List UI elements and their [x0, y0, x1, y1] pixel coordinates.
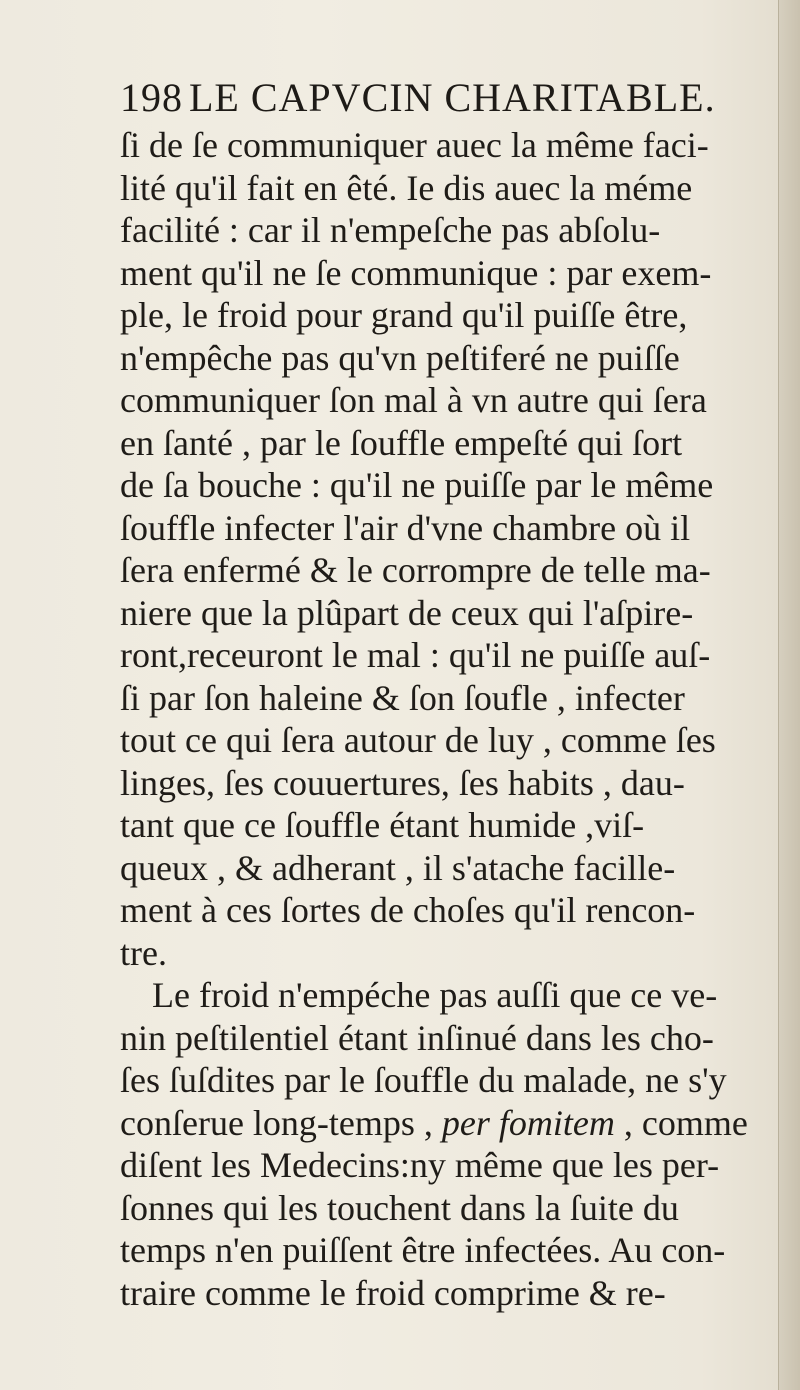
- body-text: [120, 124, 770, 1314]
- text-line: ſi de ſe communiquer auec la même faci-: [120, 125, 709, 165]
- text-line: queux , & adherant , il s'atache facille-: [120, 847, 676, 888]
- text-line: ment qu'il ne ſe communique : par exem-: [120, 252, 712, 293]
- text-line: ſera enfermé & le corrompre de telle ma-: [120, 550, 711, 590]
- text-line: en ſanté , par le ſouffle empeſté qui ſort: [120, 422, 683, 463]
- paragraph-start-line: Le froid n'empéche pas auſſi que ce ve-: [152, 975, 718, 1015]
- text-line: linges, ſes couuertures, ſes habits , dau-: [120, 762, 685, 803]
- text-line: ment à ces ſortes de choſes qu'il rencon-: [120, 890, 696, 930]
- text-line: n'empêche pas qu'vn peſtiferé ne puiſſe: [120, 337, 680, 378]
- text-line: tout ce qui ſera autour de luy , comme ſes: [120, 720, 716, 760]
- page-header: [120, 74, 760, 121]
- text-line: ſes ſuſdites par le ſouffle du malade, ne s'y: [120, 1060, 727, 1100]
- text-line: nin peſtilentiel étant inſinué dans les cho-: [120, 1017, 714, 1058]
- text-line: temps n'en puiſſent être infectées. Au con-: [120, 1230, 726, 1270]
- text-line: communiquer ſon mal à vn autre qui ſera: [120, 380, 707, 420]
- page-edge: [778, 0, 800, 1390]
- page-number: 198: [120, 75, 183, 120]
- text-line: tant que ce ſouffle étant humide ,viſ-: [120, 805, 645, 845]
- text-line: niere que la plûpart de ceux qui l'aſpire-: [120, 592, 694, 633]
- text-line: diſent les Medecins:ny même que les per-: [120, 1145, 720, 1185]
- text-line: traire comme le froid comprime & re-: [120, 1272, 666, 1313]
- text-line: ple, le froid pour grand qu'il puiſſe être,: [120, 295, 688, 335]
- text-line: ront,receuront le mal : qu'il ne puiſſe auſ-: [120, 635, 711, 675]
- text-line: ſouffle infecter l'air d'vne chambre où il: [120, 507, 691, 548]
- text-line: facilité : car il n'empeſche pas abſolu-: [120, 210, 661, 250]
- running-title: LE CAPVCIN CHARITABLE.: [189, 75, 716, 120]
- text-line: de ſa bouche : qu'il ne puiſſe par le même: [120, 465, 714, 505]
- text-line: lité qu'il fait en êté. Ie dis auec la méme: [120, 167, 693, 208]
- text-line: conſerue long-temps , per fomitem , comme: [120, 1102, 748, 1143]
- text-line: tre.: [120, 932, 167, 973]
- text-line: ſi par ſon haleine & ſon ſoufle , infecter: [120, 677, 685, 718]
- text-line: ſonnes qui les touchent dans la ſuite du: [120, 1187, 679, 1228]
- latin-phrase: per fomitem: [441, 1102, 615, 1143]
